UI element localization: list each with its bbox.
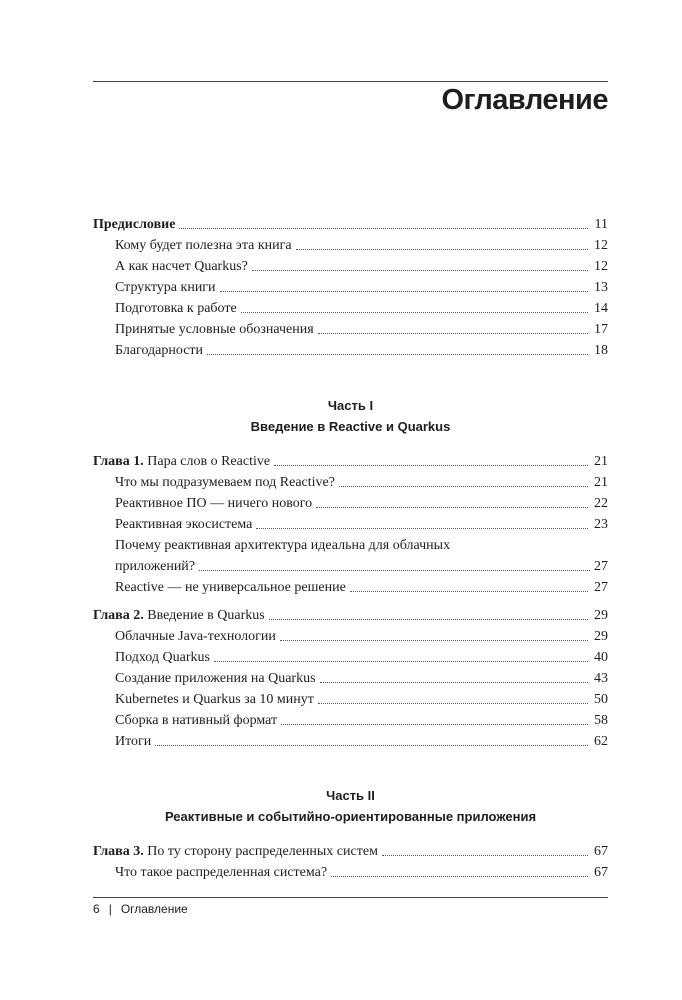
page-number: 67 bbox=[594, 844, 608, 859]
entry-title: Кому будет полезна эта книга bbox=[115, 238, 292, 253]
leader-dots bbox=[318, 332, 588, 334]
page-number: 12 bbox=[594, 238, 608, 253]
page-number: 17 bbox=[594, 322, 608, 337]
chapter-label: Глава 2. bbox=[93, 608, 144, 623]
toc-chapter-3 bbox=[93, 841, 608, 883]
page-number: 14 bbox=[594, 301, 608, 316]
entry-title: Reactive — не универсальное решение bbox=[115, 580, 346, 595]
toc-entry-preface[interactable] bbox=[93, 214, 608, 235]
entry-title: Подготовка к работе bbox=[115, 301, 237, 316]
toc-entry[interactable] bbox=[93, 235, 608, 256]
toc-chapter-2 bbox=[93, 605, 608, 752]
entry-title: Структура книги bbox=[115, 280, 216, 295]
toc-entry[interactable] bbox=[93, 668, 608, 689]
toc-entry[interactable] bbox=[93, 710, 608, 731]
page-number: 40 bbox=[594, 650, 608, 665]
leader-dots bbox=[199, 570, 590, 571]
part-label: Часть I bbox=[327, 398, 374, 413]
toc-entry[interactable] bbox=[93, 472, 608, 493]
toc-entry-chapter-1[interactable] bbox=[93, 451, 608, 472]
entry-title-continued: приложений? bbox=[115, 559, 196, 574]
page-number: 67 bbox=[594, 865, 608, 880]
entry-title: По ту сторону распределенных систем bbox=[147, 844, 378, 859]
leader-dots bbox=[320, 681, 588, 683]
page-number: 58 bbox=[594, 713, 608, 728]
toc-entry[interactable] bbox=[93, 647, 608, 668]
leader-dots bbox=[155, 744, 588, 746]
leader-dots bbox=[316, 506, 588, 508]
entry-title: Подход Quarkus bbox=[115, 650, 210, 665]
footer-section-title: Оглавление bbox=[120, 902, 188, 916]
chapter-label: Глава 1. bbox=[93, 454, 144, 469]
leader-dots bbox=[382, 854, 588, 856]
page-number: 29 bbox=[594, 608, 608, 623]
entry-title: Благодарности bbox=[115, 343, 204, 358]
entry-title: Реактивное ПО — ничего нового bbox=[115, 496, 313, 511]
toc-entry[interactable] bbox=[93, 731, 608, 752]
leader-dots bbox=[241, 311, 588, 313]
toc-entry[interactable] bbox=[93, 277, 608, 298]
part-title: Введение в Reactive и Quarkus bbox=[250, 419, 451, 434]
leader-dots bbox=[296, 248, 588, 250]
page-number: 50 bbox=[594, 692, 608, 707]
leader-dots bbox=[179, 227, 588, 229]
toc-entry[interactable] bbox=[93, 493, 608, 514]
entry-title: Почему реактивная архитектура идеальна для облачных bbox=[115, 538, 451, 553]
leader-dots bbox=[339, 485, 588, 487]
leader-dots bbox=[256, 527, 588, 529]
toc-entry-chapter-2[interactable] bbox=[93, 605, 608, 626]
entry-title: Пара слов о Reactive bbox=[147, 454, 271, 469]
footer-separator: | bbox=[108, 902, 112, 916]
toc-entry[interactable] bbox=[93, 256, 608, 277]
toc-entry[interactable] bbox=[93, 535, 608, 577]
entry-title: Реактивная экосистема bbox=[115, 517, 253, 532]
entry-title: Итоги bbox=[115, 734, 152, 749]
entry-title: Что мы подразумеваем под Reactive? bbox=[115, 475, 335, 490]
page-number: 18 bbox=[594, 343, 608, 358]
toc-entry[interactable] bbox=[93, 577, 608, 598]
page-number: 23 bbox=[594, 517, 608, 532]
page-number: 13 bbox=[594, 280, 608, 295]
toc-entry[interactable] bbox=[93, 319, 608, 340]
page-number: 21 bbox=[594, 475, 608, 490]
toc-entry-chapter-3[interactable] bbox=[93, 841, 608, 862]
page-number: 29 bbox=[594, 629, 608, 644]
leader-dots bbox=[318, 702, 588, 704]
leader-dots bbox=[331, 875, 588, 877]
footer-page-number: 6 bbox=[93, 902, 100, 916]
entry-title: Создание приложения на Quarkus bbox=[115, 671, 316, 686]
toc-entry[interactable] bbox=[93, 514, 608, 535]
entry-title: Введение в Quarkus bbox=[147, 608, 265, 623]
leader-dots bbox=[281, 723, 588, 725]
page-number: 12 bbox=[594, 259, 608, 274]
chapter-label: Глава 3. bbox=[93, 844, 144, 859]
toc-entry[interactable] bbox=[93, 689, 608, 710]
toc-entry[interactable] bbox=[93, 862, 608, 883]
page-number: 27 bbox=[594, 580, 608, 595]
leader-dots bbox=[280, 639, 588, 641]
leader-dots bbox=[207, 353, 588, 355]
leader-dots bbox=[214, 660, 588, 662]
page-number: 22 bbox=[594, 496, 608, 511]
top-rule bbox=[93, 81, 608, 82]
toc-entry[interactable] bbox=[93, 626, 608, 647]
entry-title: Предисловие bbox=[93, 217, 176, 232]
entry-title: Что такое распределенная система? bbox=[115, 865, 328, 880]
toc-entry[interactable] bbox=[93, 298, 608, 319]
toc-entry[interactable] bbox=[93, 340, 608, 361]
page-title: Оглавление bbox=[441, 84, 608, 116]
page-number: 43 bbox=[594, 671, 608, 686]
page-number: 21 bbox=[594, 454, 608, 469]
part-label: Часть II bbox=[326, 788, 375, 803]
entry-title: Облачные Java-технологии bbox=[115, 629, 276, 644]
bottom-rule bbox=[93, 897, 608, 898]
leader-dots bbox=[350, 590, 588, 592]
part-title: Реактивные и событийно-ориентированные приложения bbox=[164, 809, 537, 824]
page-number: 11 bbox=[594, 217, 608, 232]
page-footer bbox=[93, 902, 188, 916]
page-number: 62 bbox=[594, 734, 608, 749]
page-number: 27 bbox=[594, 559, 608, 574]
toc-preface bbox=[93, 214, 608, 361]
entry-title: Сборка в нативный формат bbox=[115, 713, 278, 728]
entry-title: Kubernetes и Quarkus за 10 минут bbox=[115, 692, 314, 707]
toc-chapter-1 bbox=[93, 451, 608, 598]
leader-dots bbox=[269, 618, 588, 620]
entry-title: А как насчет Quarkus? bbox=[115, 259, 248, 274]
entry-title: Принятые условные обозначения bbox=[115, 322, 314, 337]
leader-dots bbox=[220, 290, 588, 292]
leader-dots bbox=[252, 269, 588, 271]
leader-dots bbox=[274, 464, 588, 466]
